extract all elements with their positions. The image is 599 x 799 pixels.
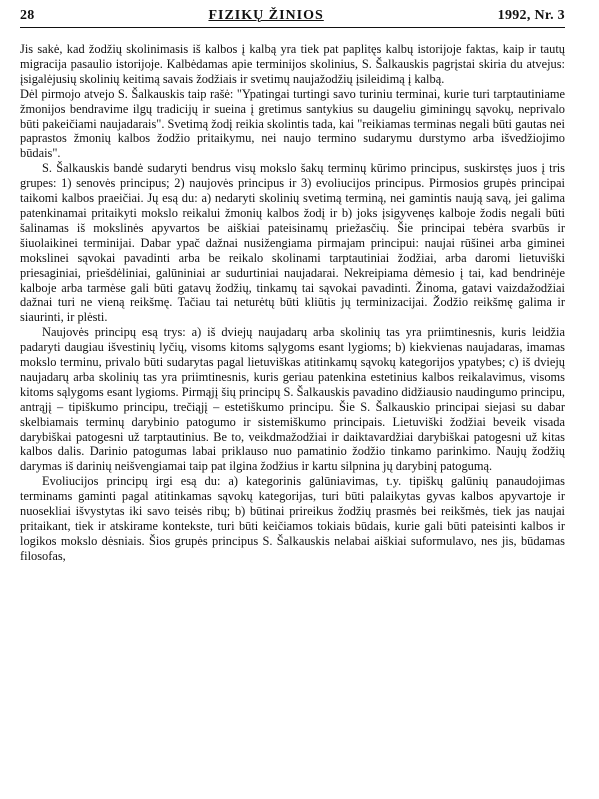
paragraph: Jis sakė, kad žodžių skolinimasis iš kalbos į kalbą yra tiek pat paplitęs kalbų istorijoje faktas, kaip ir tautų migracija pasaulio istorijoje. Kalbėdamas apie terminijos skolinius, S. Šalkauskis pagrįstai skiria du atvejus: įsigalėjusių skolinių keitimą savais žodžiais ir svetimų naujažodžių įsileidimą į kalbą. bbox=[20, 42, 565, 86]
paragraph: Naujovės principų esą trys: a) iš dviejų naujadarų arba skolinių tas yra priimtinesnis, kuris leidžia padaryti daugiau išvestinių lyčių, visoms kitoms sąlygoms esant lygioms; b) kiekvienas naujadaras, imamas mokslo terminu, privalo būti sudarytas pagal lietuviškas atitinkamų sąvokų kategorijos ypatybes; c) iš dviejų naujadarų arba skolinių tas yra priimtinesnis, kuris geriau patenkina estetinius kalbos reikalavimus, visoms kitoms sąlygoms esant lygioms. Pirmąjį šių principų S. Šalkauskis pavadino didžiausio naudingumo principu, antrąjį – tipiškumo principu, trečiąjį – estetiškumo principu. Šie S. Šalkauskio principai siejasi su dabar skelbiamais terminų darybinio patogumo ir sistemiškumo principais. Lietuviški žodžiai beveik visada darybiškai patogesni už tarptautinius. Be to, veikdmažodžiai ir daiktavardžiai darybiškai patogesni už kitas kalbos dalis. Darinio patogumas labai priklauso nuo pamatinio žodžio tinkamo parinkimo. Naujų žodžių darymas iš darinių neišvengiamai taip pat ilgina žodžius ir kartu silpnina jų darybinį patogumą. bbox=[20, 325, 565, 474]
issue-number: 1992, Nr. 3 bbox=[497, 8, 565, 23]
journal-title: FIZIKŲ ŽINIOS bbox=[208, 8, 324, 23]
page-number: 28 bbox=[20, 8, 35, 23]
paragraph: Evoliucijos principų irgi esą du: a) kategorinis galūniavimas, t.y. tipiškų galūnių panaudojimas terminams gaminti pagal atitinkamas sąvokų kategorijas, turi būti palaikytas gyvas kalbos apyvartoje ir nuosekliai išvystytas iki savo teisės ribų; b) būtinai prireikus žodžių prasmės bei reikšmės, tiek jas naujai pritaikant, tiek ir atskirame kontekste, turi būti keičiamos tokiais būdais, kurie gali būti pateisinti kalbos ir logikos mokslo dėsniais. Šios grupės principus S. Šalkauskis nelabai aiškiai suformulavo, nes jis, būdamas filosofas, bbox=[20, 474, 565, 563]
running-header bbox=[20, 8, 565, 28]
article-body bbox=[20, 42, 565, 564]
paragraph: Dėl pirmojo atvejo S. Šalkauskis taip rašė: "Ypatingai turtingi savo turiniu terminai, kurie turi tarptautiniame žmonijos bendravime ilgų tradicijų ir sueina į gretimus santykius su daugeliu giminingų sąvokų, neprivalo būti pakeičiami naujadarais". Svetimą žodį reikia skolintis tada, kai "reikiamas terminas negali būti gautas nei paprastos žmonių kalbos žodžio pritaikymu, nei naujo termino sudarymu durstymo arba išvedžiojimo būdais". bbox=[20, 86, 565, 161]
paragraph: S. Šalkauskis bandė sudaryti bendrus visų mokslo šakų terminų kūrimo principus, suskirstęs juos į tris grupes: 1) senovės principus; 2) naujovės principus ir 3) evoliucijos principus. Pirmosios grupės principai taikomi kalbos praeičiai. Jų esą du: a) nedaryti skolinių svetimą terminą, nei gamintis naują savą, jei galima patenkinamai pritaikyti mokslo reikalui žmonių kalbos žodį ir b) joks įsigyvenęs kalboje žodis negali būti šalinamas iš mokslinės apyvartos be aiškiai pateisinamų priežasčių. Šie principai tebėra svarbūs ir šiuolaikinei terminijai. Dabar ypač dažnai nusižengiama pirmajam principui: naujai rūšinei arba giminei mokslinei sąvokai pavadinti arba be reikalo skolinami tarptautiniai žodžiai, arba daromi lietuviški priesaginiai, priešdėliniai, galūniniai ar sudurtiniai naujadarai. Nekreipiama dėmesio į tai, kad bendrinėje kalboje arba tarmėse gali būti gatavų žodžių, tinkamų tai sąvokai pavadinti. Žinoma, gatavi vaizdažodžiai dažnai turi ne vieną reikšmę. Tačiau tai neturėtų būti kliūtis jų terminizacijai. Žodžio reikšmę galima ir siaurinti, ir plėsti. bbox=[20, 161, 565, 325]
